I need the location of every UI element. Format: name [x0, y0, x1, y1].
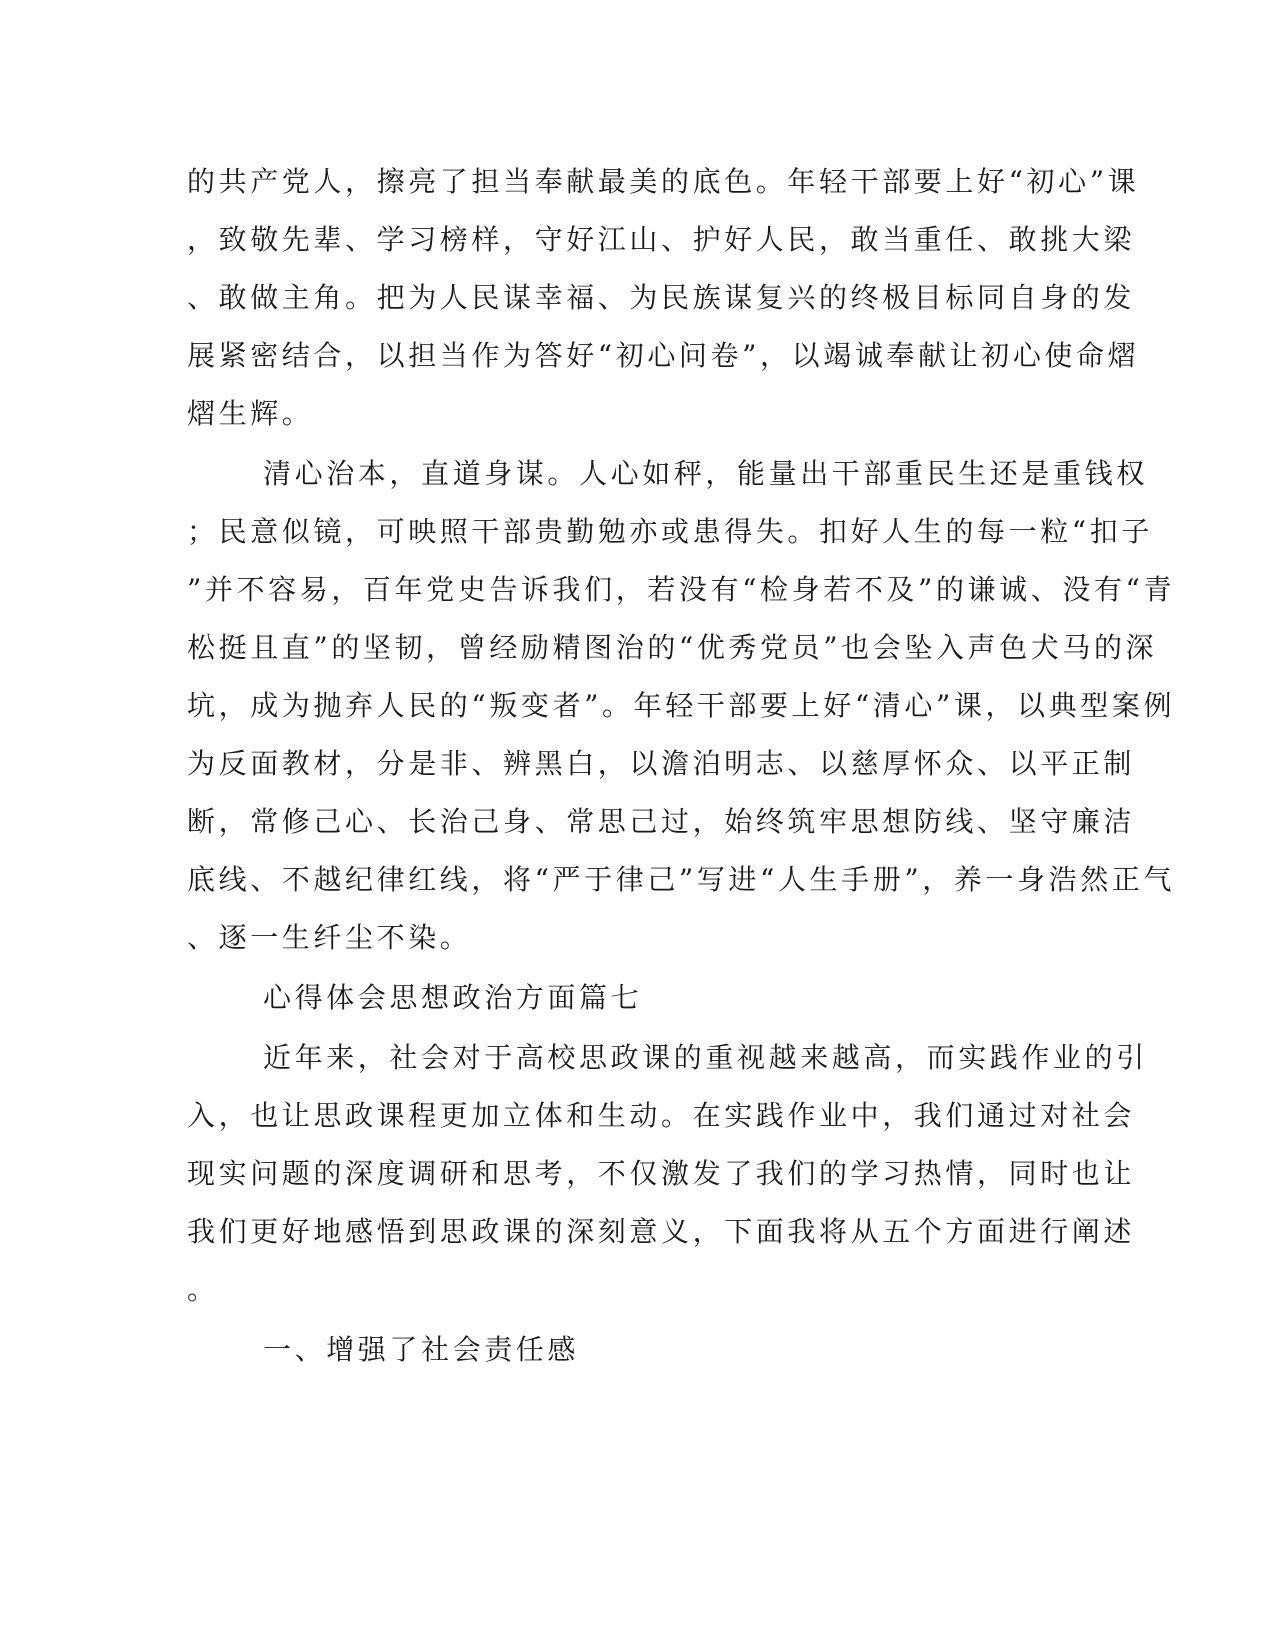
paragraph-line: 展紧密结合，以担当作为答好“初心问卷”，以竭诚奉献让初心使命熠: [187, 339, 1140, 372]
paragraph-line: 为反面教材，分是非、辨黑白，以澹泊明志、以慈厚怀众、以平正制: [187, 747, 1136, 780]
paragraph-line: ，致敬先辈、学习榜样，守好江山、护好人民，敢当重任、敢挑大梁: [187, 223, 1136, 256]
paragraph-line: 入，也让思政课程更加立体和生动。在实践作业中，我们通过对社会: [187, 1099, 1136, 1132]
paragraph-line: 、逐一生纤尘不染。: [187, 921, 472, 954]
paragraph-line: 我们更好地感悟到思政课的深刻意义，下面我将从五个方面进行阐述: [187, 1215, 1136, 1248]
paragraph-line: 。: [187, 1273, 219, 1306]
paragraph-line: ”并不容易，百年党史告诉我们，若没有“检身若不及”的谦诚、没有“青: [187, 573, 1176, 606]
subsection-heading: 一、增强了社会责任感: [263, 1333, 580, 1366]
section-heading: 心得体会思想政治方面篇七: [263, 981, 643, 1014]
paragraph-line: 松挺且直”的坚韧，曾经励精图治的“优秀党员”也会坠入声色犬马的深: [187, 631, 1158, 664]
paragraph-line: ；民意似镜，可映照干部贵勤勉亦或患得失。扣好人生的每一粒“扣子: [187, 515, 1153, 548]
paragraph-line: 近年来，社会对于高校思政课的重视越来越高，而实践作业的引: [263, 1041, 1148, 1074]
paragraph-line: 底线、不越纪律红线，将“严于律己”写进“人生手册”，养一身浩然正气: [187, 863, 1176, 896]
paragraph-line: 清心治本，直道身谋。人心如秤，能量出干部重民生还是重钱权: [263, 457, 1148, 490]
paragraph-line: 、敢做主角。把为人民谋幸福、为民族谋复兴的终极目标同自身的发: [187, 281, 1136, 314]
paragraph-line: 现实问题的深度调研和思考，不仅激发了我们的学习热情，同时也让: [187, 1157, 1136, 1190]
paragraph-line: 坑，成为抛弃人民的“叛变者”。年轻干部要上好“清心”课，以典型案例: [187, 689, 1176, 722]
paragraph-line: 的共产党人，擦亮了担当奉献最美的底色。年轻干部要上好“初心”课: [187, 165, 1140, 198]
paragraph-line: 断，常修己心、长治己身、常思己过，始终筑牢思想防线、坚守廉洁: [187, 805, 1136, 838]
paragraph-line: 熠生辉。: [187, 397, 314, 430]
